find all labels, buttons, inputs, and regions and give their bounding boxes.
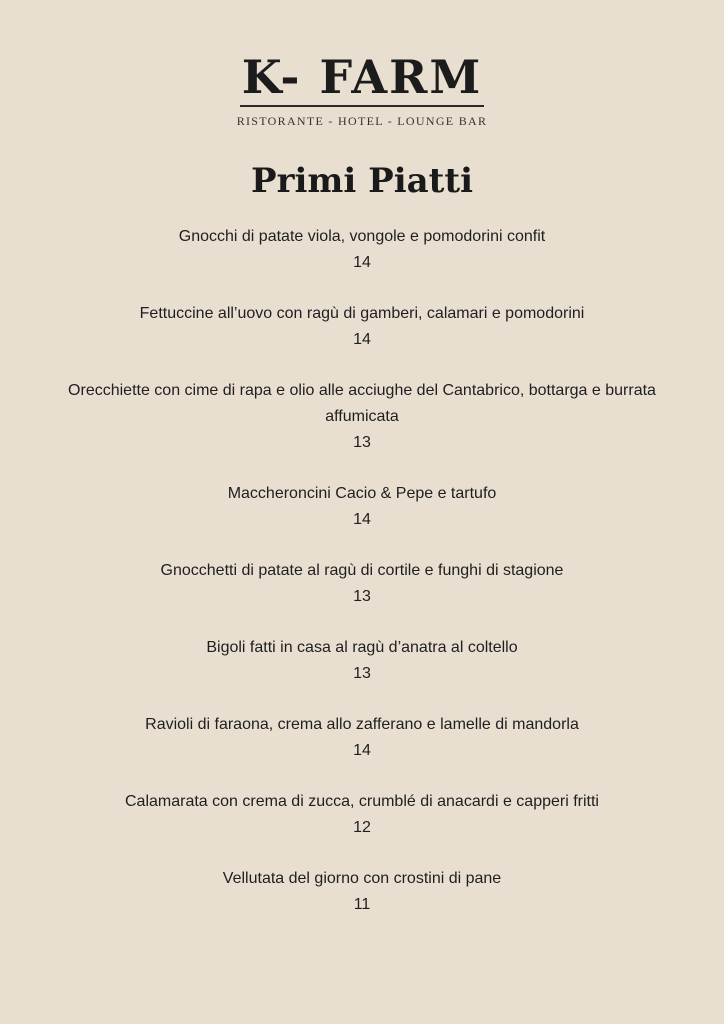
menu-item bbox=[0, 866, 724, 918]
dish-price: 13 bbox=[353, 434, 371, 451]
logo-divider bbox=[240, 105, 484, 107]
menu-item bbox=[0, 635, 724, 687]
menu-item bbox=[0, 789, 724, 841]
dish-name: Calamarata con crema di zucca, crumblé di anacardi e capperi fritti bbox=[125, 793, 599, 810]
dish-name: Orecchiette con cime di rapa e olio alle acciughe del Cantabrico, bottarga e burrata affumicata bbox=[68, 382, 656, 425]
dish-price: 11 bbox=[353, 896, 371, 913]
dish-price: 12 bbox=[353, 819, 371, 836]
menu-item bbox=[0, 301, 724, 353]
menu-list bbox=[0, 224, 724, 943]
dish-price: 13 bbox=[353, 588, 371, 605]
dish-name: Vellutata del giorno con crostini di pane bbox=[222, 870, 502, 887]
menu-item bbox=[0, 558, 724, 610]
logo bbox=[0, 52, 724, 128]
logo-subtitle: RISTORANTE - HOTEL - LOUNGE BAR bbox=[236, 114, 488, 128]
dish-name: Ravioli di faraona, crema allo zafferano e lamelle di mandorla bbox=[145, 716, 579, 733]
menu-item bbox=[0, 224, 724, 276]
dish-name: Gnocchi di patate viola, vongole e pomodorini confit bbox=[178, 228, 546, 245]
menu-item bbox=[0, 481, 724, 533]
dish-name: Bigoli fatti in casa al ragù d’anatra al coltello bbox=[206, 639, 518, 656]
menu-item bbox=[0, 712, 724, 764]
dish-price: 14 bbox=[353, 742, 371, 759]
dish-name: Maccheroncini Cacio & Pepe e tartufo bbox=[227, 485, 497, 502]
menu-item bbox=[0, 378, 724, 456]
dish-price: 14 bbox=[353, 254, 371, 271]
dish-price: 14 bbox=[353, 511, 371, 528]
dish-price: 13 bbox=[353, 665, 371, 682]
section-title: Primi Piatti bbox=[251, 161, 473, 201]
dish-name: Gnocchetti di patate al ragù di cortile e funghi di stagione bbox=[160, 562, 564, 579]
dish-name: Fettuccine all’uovo con ragù di gamberi, calamari e pomodorini bbox=[139, 305, 585, 322]
logo-title: K- FARM bbox=[241, 50, 483, 104]
dish-price: 14 bbox=[353, 331, 371, 348]
